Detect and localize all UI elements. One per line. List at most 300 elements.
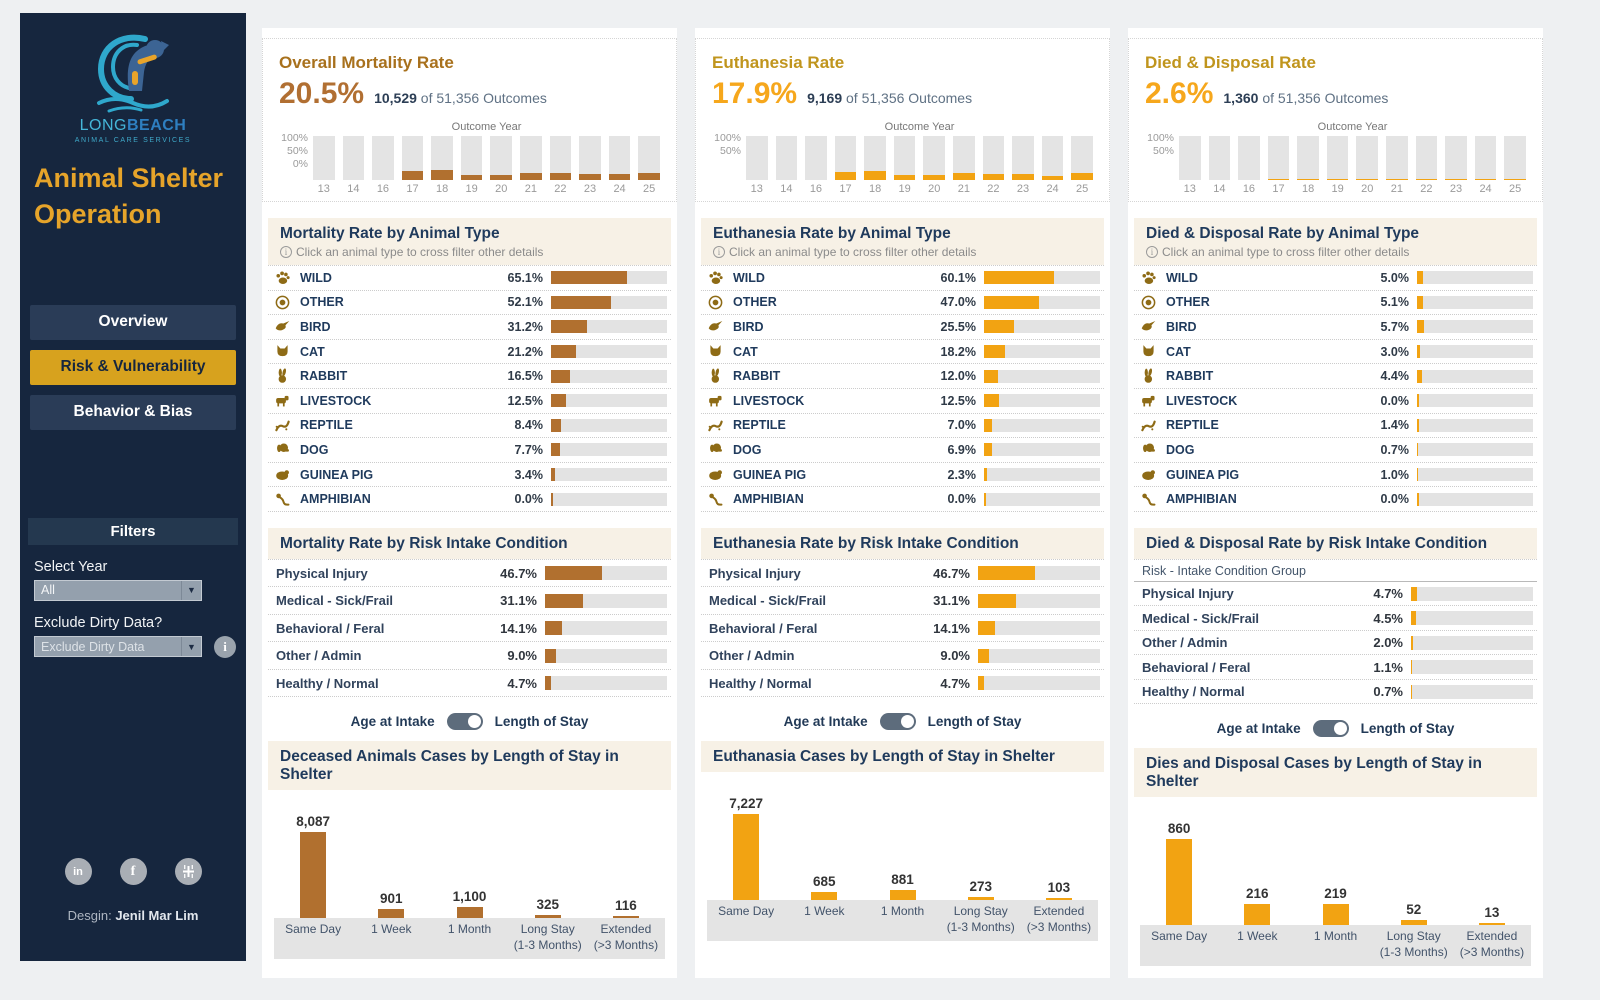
year-bar[interactable] — [402, 136, 424, 180]
animal-row-bird[interactable] — [701, 315, 1104, 340]
animal-row-wild[interactable] — [1134, 266, 1537, 291]
animal-rate-bar-fill — [984, 468, 987, 481]
dog-icon — [1140, 441, 1157, 458]
animal-row-rabbit[interactable] — [701, 364, 1104, 389]
x-tick-label: 23 — [583, 183, 597, 195]
animal-icon-cell — [707, 343, 733, 360]
risk-row[interactable] — [268, 670, 671, 698]
animal-label: CAT — [733, 344, 758, 359]
stay-bar-slot — [274, 814, 352, 918]
dirty-data-dropdown[interactable] — [34, 636, 202, 657]
kpi-count: 10,529 — [374, 90, 417, 106]
stay-category-line: Same Day — [1151, 929, 1208, 944]
animal-label: CAT — [300, 344, 325, 359]
animal-row-rabbit[interactable] — [268, 364, 671, 389]
dirty-data-label: Exclude Dirty Data? — [34, 614, 163, 631]
x-tick-label: 25 — [1509, 183, 1522, 195]
year-bar[interactable] — [1042, 136, 1064, 180]
animal-rate-value: 12.5% — [940, 393, 976, 408]
paw-icon — [1140, 269, 1157, 286]
animal-rate-value: 1.4% — [1380, 418, 1409, 433]
nav-risk-vulnerability[interactable]: Risk & Vulnerability — [30, 350, 236, 385]
outcome-year-bars — [746, 136, 1093, 180]
year-bar[interactable] — [343, 136, 365, 180]
risk-rate-bar — [978, 676, 1100, 690]
animal-rate-bar-fill — [1417, 296, 1423, 309]
year-dropdown[interactable] — [34, 580, 202, 601]
age-stay-toggle-row — [262, 701, 677, 741]
animal-label: AMPHIBIAN — [300, 492, 371, 507]
nav-behavior-bias[interactable]: Behavior & Bias — [30, 395, 236, 430]
risk-rate-bar-fill — [978, 594, 1016, 608]
animal-row-dog[interactable] — [701, 438, 1104, 463]
animal-icon-cell — [1140, 318, 1166, 335]
animal-label: AMPHIBIAN — [1166, 492, 1237, 507]
year-bar-fill — [1327, 179, 1349, 180]
info-icon: i — [280, 246, 292, 258]
bird-icon — [1140, 318, 1157, 335]
animal-icon-cell — [707, 294, 733, 311]
stay-bar-value: 116 — [615, 898, 637, 914]
year-bar[interactable] — [372, 136, 394, 180]
risk-rate-bar-fill — [1411, 611, 1416, 625]
risk-rate-bar — [1411, 685, 1533, 699]
stay-bar[interactable] — [1046, 898, 1072, 900]
age-stay-toggle[interactable] — [880, 713, 916, 730]
toggle-knob — [468, 715, 481, 728]
animal-row-reptile[interactable] — [268, 414, 671, 439]
risk-condition-section — [1134, 528, 1537, 705]
animal-section-subtitle-text: Click an animal type to cross filter other details — [1162, 245, 1410, 259]
animal-rate-value: 0.0% — [1380, 492, 1409, 507]
year-bar[interactable] — [638, 136, 660, 180]
cat-icon — [707, 343, 724, 360]
year-bar[interactable] — [983, 136, 1005, 180]
animal-row-amphibian[interactable] — [701, 487, 1104, 512]
risk-rate-bar-fill — [545, 594, 583, 608]
risk-row[interactable] — [701, 670, 1104, 698]
animal-rate-bar — [1417, 271, 1533, 284]
year-bar[interactable] — [579, 136, 601, 180]
stay-category-line: (1-3 Months) — [1379, 945, 1448, 960]
stay-chart — [268, 790, 671, 918]
risk-section-title: Died & Disposal Rate by Risk Intake Condition — [1146, 534, 1488, 552]
x-tick-label: 18 — [868, 183, 882, 195]
risk-group-label: Risk - Intake Condition Group — [1134, 560, 1537, 582]
info-icon: i — [713, 246, 725, 258]
animal-row-dog[interactable] — [1134, 438, 1537, 463]
year-bar[interactable] — [746, 136, 768, 180]
year-bar-fill — [1297, 179, 1319, 180]
kpi-column-3 — [1128, 28, 1543, 978]
kpi-value: 2.6% — [1145, 77, 1214, 110]
nav-overview[interactable]: Overview — [30, 305, 236, 340]
year-bar[interactable] — [609, 136, 631, 180]
animal-label: RABBIT — [1166, 369, 1214, 384]
year-bar[interactable] — [1475, 136, 1497, 180]
animal-row-livestock[interactable] — [268, 389, 671, 414]
animal-row-amphibian[interactable] — [1134, 487, 1537, 512]
animal-rate-bar — [1417, 468, 1533, 481]
year-bar[interactable] — [953, 136, 975, 180]
stay-bar-slot — [863, 872, 941, 900]
length-of-stay-section — [268, 741, 671, 958]
risk-rate-bar — [978, 649, 1100, 663]
stay-bar[interactable] — [300, 832, 326, 918]
animal-row-bird[interactable] — [1134, 315, 1537, 340]
bird-icon — [707, 318, 724, 335]
stay-bar[interactable] — [1244, 904, 1270, 926]
rabbit-icon — [707, 368, 724, 385]
risk-row[interactable] — [701, 587, 1104, 615]
stay-bar[interactable] — [811, 892, 837, 900]
year-bar[interactable] — [805, 136, 827, 180]
year-bar[interactable] — [431, 136, 453, 180]
age-stay-toggle[interactable] — [447, 713, 483, 730]
risk-rows — [701, 559, 1104, 698]
animal-rate-bar — [1417, 443, 1533, 456]
kpi-subtext — [1223, 90, 1388, 106]
stay-category-line: Long Stay — [520, 922, 575, 937]
stay-bar-value: 1,100 — [452, 888, 487, 904]
year-bar[interactable] — [1012, 136, 1034, 180]
x-tick-label: 14 — [347, 183, 360, 195]
outcome-year-y-axis — [1145, 132, 1179, 180]
x-tick-label: 19 — [465, 183, 478, 195]
risk-label: Other / Admin — [1142, 635, 1228, 651]
risk-row[interactable] — [701, 560, 1104, 588]
risk-row[interactable] — [1134, 655, 1537, 680]
risk-rate-bar — [1411, 611, 1533, 625]
stay-bar[interactable] — [378, 909, 404, 919]
year-bar[interactable] — [1504, 136, 1526, 180]
animal-rate-bar-fill — [1417, 345, 1420, 358]
stay-bar-value: 325 — [536, 896, 559, 912]
stay-category-label — [863, 904, 941, 935]
risk-row[interactable] — [1134, 631, 1537, 656]
x-tick-label: 13 — [750, 183, 763, 195]
outcome-year-x-labels — [712, 183, 1093, 195]
animal-icon-cell — [274, 466, 300, 483]
stay-bar[interactable] — [968, 897, 994, 900]
kpi-title: Died & Disposal Rate — [1145, 53, 1316, 72]
age-stay-toggle-row — [695, 701, 1110, 741]
animal-row-other[interactable] — [701, 291, 1104, 316]
stay-bar[interactable] — [1401, 920, 1427, 925]
social-links — [20, 858, 246, 885]
animal-row-guinea-pig[interactable] — [701, 463, 1104, 488]
info-icon[interactable]: i — [214, 636, 236, 658]
risk-label: Medical - Sick/Frail — [1142, 610, 1260, 626]
risk-rate-value: 9.0% — [940, 648, 970, 664]
animal-row-reptile[interactable] — [701, 414, 1104, 439]
animal-label: RABBIT — [300, 369, 348, 384]
animal-row-wild[interactable] — [268, 266, 671, 291]
year-bar[interactable] — [864, 136, 886, 180]
risk-row[interactable] — [1134, 582, 1537, 607]
animal-rate-value: 18.2% — [940, 344, 976, 359]
animal-row-cat[interactable] — [701, 340, 1104, 365]
stay-bar-value: 685 — [813, 874, 836, 890]
animal-label: REPTILE — [300, 418, 353, 433]
animal-row-reptile[interactable] — [1134, 414, 1537, 439]
outcome-year-x-labels — [279, 183, 660, 195]
stay-bar[interactable] — [1479, 923, 1505, 925]
animal-icon-cell — [1140, 491, 1166, 508]
year-bar-fill — [1356, 179, 1378, 180]
filters-header: Filters — [28, 518, 238, 545]
cat-icon — [1140, 343, 1157, 360]
tableau-icon[interactable] — [175, 858, 202, 885]
x-tick-label: 20 — [1361, 183, 1374, 195]
year-bar[interactable] — [1209, 136, 1231, 180]
stay-bar-slot — [587, 898, 665, 918]
brand-tagline: ANIMAL CARE SERVICES — [74, 137, 192, 144]
animal-rate-bar — [1417, 320, 1533, 333]
animal-rate-bar — [984, 443, 1100, 456]
animal-rate-value: 31.2% — [507, 319, 543, 334]
animal-row-wild[interactable] — [701, 266, 1104, 291]
chevron-down-icon[interactable]: ▼ — [181, 581, 201, 600]
animal-label: AMPHIBIAN — [733, 492, 804, 507]
animal-rate-value: 65.1% — [507, 270, 543, 285]
animal-rate-bar — [551, 271, 667, 284]
stay-category-line: (>3 Months) — [1459, 945, 1525, 960]
amphibian-icon — [707, 491, 724, 508]
year-bar[interactable] — [1268, 136, 1290, 180]
risk-section-header — [268, 528, 671, 559]
x-tick-label: 22 — [1420, 183, 1433, 195]
y-tick-label: 50% — [719, 145, 741, 157]
x-tick-label: 20 — [495, 183, 508, 195]
stay-category-line: 1 Month — [447, 922, 492, 937]
stay-bar[interactable] — [457, 907, 483, 919]
risk-section-title: Euthanesia Rate by Risk Intake Condition — [713, 534, 1019, 552]
year-bar-fill — [1071, 173, 1093, 180]
risk-rate-bar-fill — [545, 621, 562, 635]
stay-bar[interactable] — [613, 916, 639, 918]
year-bar[interactable] — [1297, 136, 1319, 180]
animal-row-livestock[interactable] — [1134, 389, 1537, 414]
risk-condition-section — [268, 528, 671, 698]
stay-bar-value: 860 — [1167, 821, 1191, 837]
stay-category-line: Extended — [1033, 904, 1085, 919]
risk-condition-section — [701, 528, 1104, 698]
animal-icon-cell — [274, 417, 300, 434]
animal-icon-cell — [1140, 441, 1166, 458]
stay-bar-value: 7,227 — [729, 796, 763, 812]
animal-rate-value: 3.0% — [1380, 344, 1409, 359]
animal-rate-bar-fill — [1417, 394, 1419, 407]
stay-bar[interactable] — [535, 915, 561, 918]
risk-row[interactable] — [1134, 680, 1537, 705]
year-bar[interactable] — [894, 136, 916, 180]
risk-rate-bar-fill — [978, 621, 995, 635]
animal-row-bird[interactable] — [268, 315, 671, 340]
linkedin-icon[interactable]: in — [65, 858, 92, 885]
animal-rate-value: 5.7% — [1380, 319, 1409, 334]
animal-label: BIRD — [733, 319, 764, 334]
x-tick-label: 21 — [524, 183, 537, 195]
x-tick-label: 14 — [780, 183, 793, 195]
risk-rate-value: 31.1% — [933, 593, 970, 609]
x-tick-label: 23 — [1016, 183, 1030, 195]
animal-rate-bar-fill — [984, 370, 998, 383]
animal-icon-cell — [274, 294, 300, 311]
animal-icon-cell — [707, 392, 733, 409]
animal-section-header — [701, 218, 1104, 265]
stay-bar[interactable] — [1166, 839, 1192, 925]
year-bar[interactable] — [1445, 136, 1467, 180]
livestock-icon — [1140, 392, 1157, 409]
risk-label: Physical Injury — [276, 565, 368, 581]
animal-icon-cell — [1140, 368, 1166, 385]
stay-bar-value: 881 — [891, 871, 914, 887]
animal-rate-bar — [1417, 345, 1533, 358]
risk-rate-value: 1.1% — [1373, 659, 1403, 675]
paw-icon — [707, 269, 724, 286]
risk-row[interactable] — [268, 615, 671, 643]
kpi-of-text: of 51,356 Outcomes — [846, 90, 973, 106]
chevron-down-icon[interactable]: ▼ — [181, 637, 201, 656]
year-bar[interactable] — [1071, 136, 1093, 180]
year-bar[interactable] — [1327, 136, 1349, 180]
animal-row-other[interactable] — [268, 291, 671, 316]
toggle-knob — [901, 715, 914, 728]
risk-label: Medical - Sick/Frail — [709, 593, 827, 609]
animal-rate-bar — [551, 493, 667, 506]
outcome-year-chart-title: Outcome Year — [451, 121, 522, 133]
animal-label: OTHER — [1166, 295, 1210, 310]
stay-category-label — [1375, 929, 1453, 960]
year-bar[interactable] — [461, 136, 483, 180]
animal-rate-value: 0.0% — [947, 492, 976, 507]
kpi-value: 20.5% — [279, 77, 365, 110]
animal-rate-bar-fill — [551, 370, 570, 383]
animal-section-header — [268, 218, 671, 265]
stay-category-label — [942, 904, 1020, 935]
outcome-year-x-labels — [1145, 183, 1526, 195]
risk-rows — [268, 559, 671, 698]
animal-section-subtitle-text: Click an animal type to cross filter other details — [729, 245, 977, 259]
year-bar[interactable] — [313, 136, 335, 180]
kpi-count: 1,360 — [1223, 90, 1259, 106]
animal-rate-value: 0.0% — [1380, 393, 1409, 408]
risk-rate-bar — [1411, 587, 1533, 601]
animal-row-rabbit[interactable] — [1134, 364, 1537, 389]
year-bar[interactable] — [490, 136, 512, 180]
longbeach-logo — [20, 13, 246, 144]
stay-category-label — [352, 922, 430, 953]
animal-row-guinea-pig[interactable] — [268, 463, 671, 488]
year-bar[interactable] — [550, 136, 572, 180]
kpi-card — [695, 38, 1110, 202]
animal-row-cat[interactable] — [268, 340, 671, 365]
year-bar[interactable] — [776, 136, 798, 180]
animal-row-other[interactable] — [1134, 291, 1537, 316]
stay-bar-value: 901 — [380, 890, 403, 906]
stay-bar[interactable] — [890, 890, 916, 900]
risk-row[interactable] — [701, 615, 1104, 643]
animal-label: DOG — [733, 442, 762, 457]
animal-type-section — [1134, 218, 1537, 512]
animal-rate-bar-fill — [1417, 370, 1422, 383]
risk-row[interactable] — [1134, 606, 1537, 631]
animal-rate-bar — [551, 419, 667, 432]
stay-bar[interactable] — [733, 814, 759, 900]
animal-row-dog[interactable] — [268, 438, 671, 463]
stay-category-line: Same Day — [718, 904, 775, 919]
risk-rate-bar — [545, 566, 667, 580]
animal-row-livestock[interactable] — [701, 389, 1104, 414]
guinea-pig-icon — [274, 466, 291, 483]
year-bar[interactable] — [520, 136, 542, 180]
outcome-year-chart-title: Outcome Year — [884, 121, 955, 133]
outcome-year-plot — [279, 132, 660, 180]
toggle-right-label: Length of Stay — [1360, 720, 1455, 736]
risk-row[interactable] — [268, 642, 671, 670]
risk-label: Physical Injury — [709, 565, 801, 581]
risk-rate-bar-fill — [978, 676, 984, 690]
year-bar-fill — [953, 173, 975, 180]
animal-rate-bar — [1417, 370, 1533, 383]
animal-row-cat[interactable] — [1134, 340, 1537, 365]
animal-rate-value: 47.0% — [940, 295, 976, 310]
year-bar[interactable] — [835, 136, 857, 180]
stay-category-label — [707, 904, 785, 935]
animal-icon-cell — [1140, 269, 1166, 286]
stay-bar-slot — [352, 891, 430, 919]
reptile-icon — [707, 417, 724, 434]
stay-category-line: 1 Month — [880, 904, 925, 919]
animal-section-subtitle — [280, 245, 659, 259]
year-bar[interactable] — [1179, 136, 1201, 180]
year-bar[interactable] — [1238, 136, 1260, 180]
x-tick-label: 18 — [435, 183, 449, 195]
risk-rate-bar-fill — [1411, 587, 1417, 601]
animal-row-guinea-pig[interactable] — [1134, 463, 1537, 488]
x-tick-label: 21 — [957, 183, 970, 195]
stay-bar-slot — [1375, 902, 1453, 925]
length-of-stay-section — [701, 741, 1104, 940]
facebook-icon[interactable]: f — [120, 858, 147, 885]
risk-row[interactable] — [701, 642, 1104, 670]
stay-bar[interactable] — [1323, 904, 1349, 926]
year-bar-fill — [864, 171, 886, 180]
stay-bar-value: 216 — [1246, 885, 1269, 901]
stay-category-line: (>3 Months) — [593, 938, 659, 953]
age-stay-toggle[interactable] — [1313, 720, 1349, 737]
year-bar[interactable] — [1356, 136, 1378, 180]
animal-rate-bar-fill — [551, 320, 587, 333]
animal-rate-bar — [984, 320, 1100, 333]
year-bar[interactable] — [1416, 136, 1438, 180]
risk-row[interactable] — [268, 560, 671, 588]
stay-category-label — [509, 922, 587, 953]
animal-rate-value: 0.7% — [1380, 442, 1409, 457]
kpi-count: 9,169 — [807, 90, 843, 106]
risk-rows — [1134, 559, 1537, 705]
animal-section-title: Died & Disposal Rate by Animal Type — [1146, 225, 1420, 242]
risk-row[interactable] — [268, 587, 671, 615]
year-bar-fill — [1416, 179, 1438, 180]
animal-icon-cell — [707, 269, 733, 286]
year-bar[interactable] — [1386, 136, 1408, 180]
year-bar[interactable] — [923, 136, 945, 180]
stay-bar-slot — [1453, 905, 1531, 925]
animal-row-amphibian[interactable] — [268, 487, 671, 512]
stay-bar-slot — [707, 796, 785, 900]
